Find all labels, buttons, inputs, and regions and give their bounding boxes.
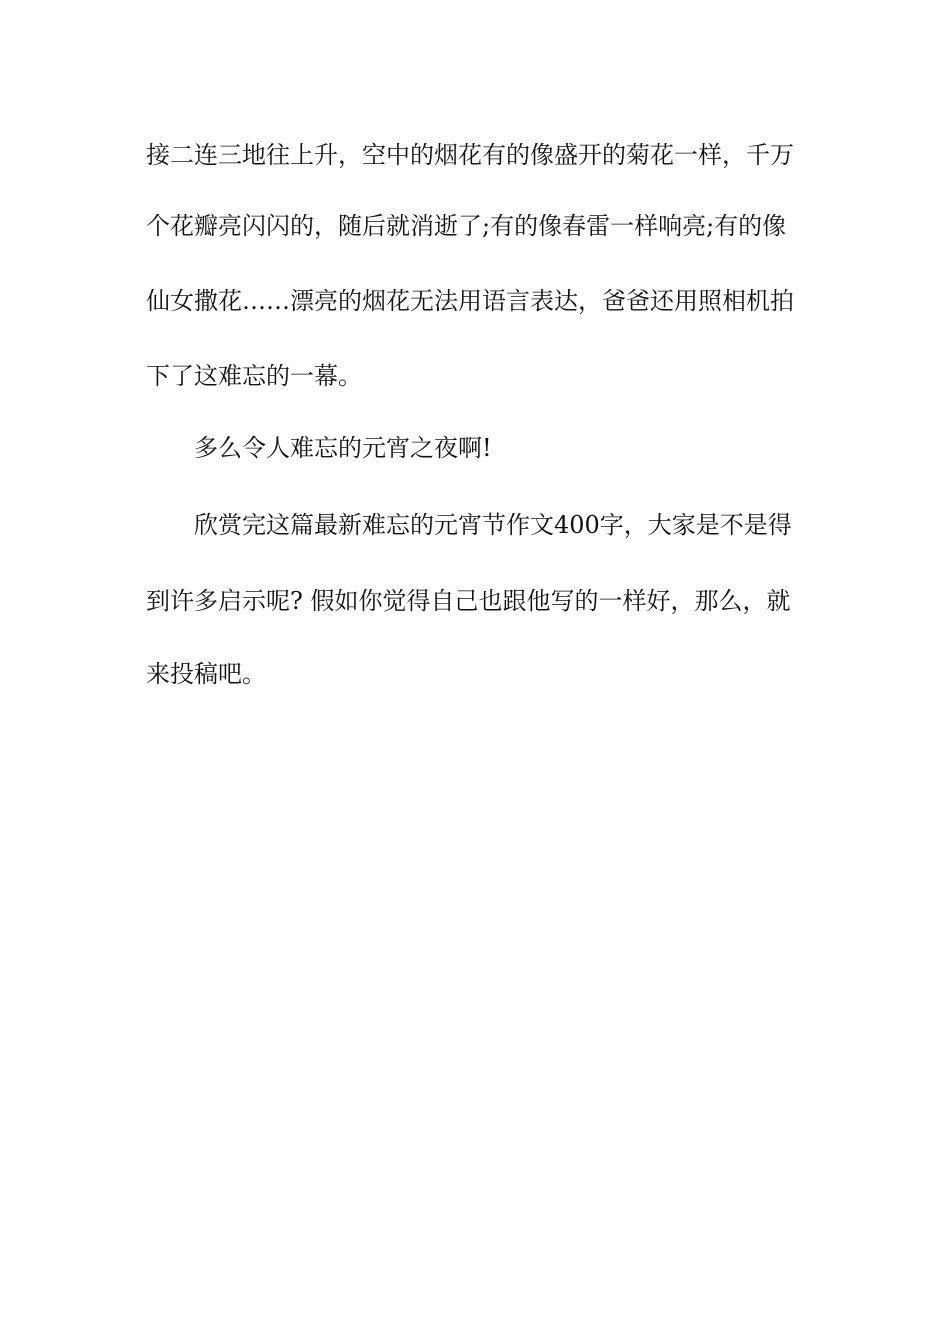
paragraph-line: 个花瓣亮闪闪的，随后就消逝了;有的像春雷一样响亮;有的像 [146, 212, 787, 240]
paragraph-line: 接二连三地往上升，空中的烟花有的像盛开的菊花一样，千万 [146, 141, 794, 169]
paragraph-line: 仙女撒花……漂亮的烟花无法用语言表达，爸爸还用照相机拍 [146, 287, 794, 315]
paragraph-line: 来投稿吧。 [146, 660, 266, 688]
paragraph-line: 欣赏完这篇最新难忘的元宵节作文400字，大家是不是得 [194, 511, 792, 539]
paragraph-line: 下了这难忘的一幕。 [146, 362, 362, 390]
paragraph-line: 到许多启示呢? 假如你觉得自己也跟他写的一样好，那么，就 [146, 587, 791, 615]
paragraph-line: 多么令人难忘的元宵之夜啊! [194, 434, 492, 462]
